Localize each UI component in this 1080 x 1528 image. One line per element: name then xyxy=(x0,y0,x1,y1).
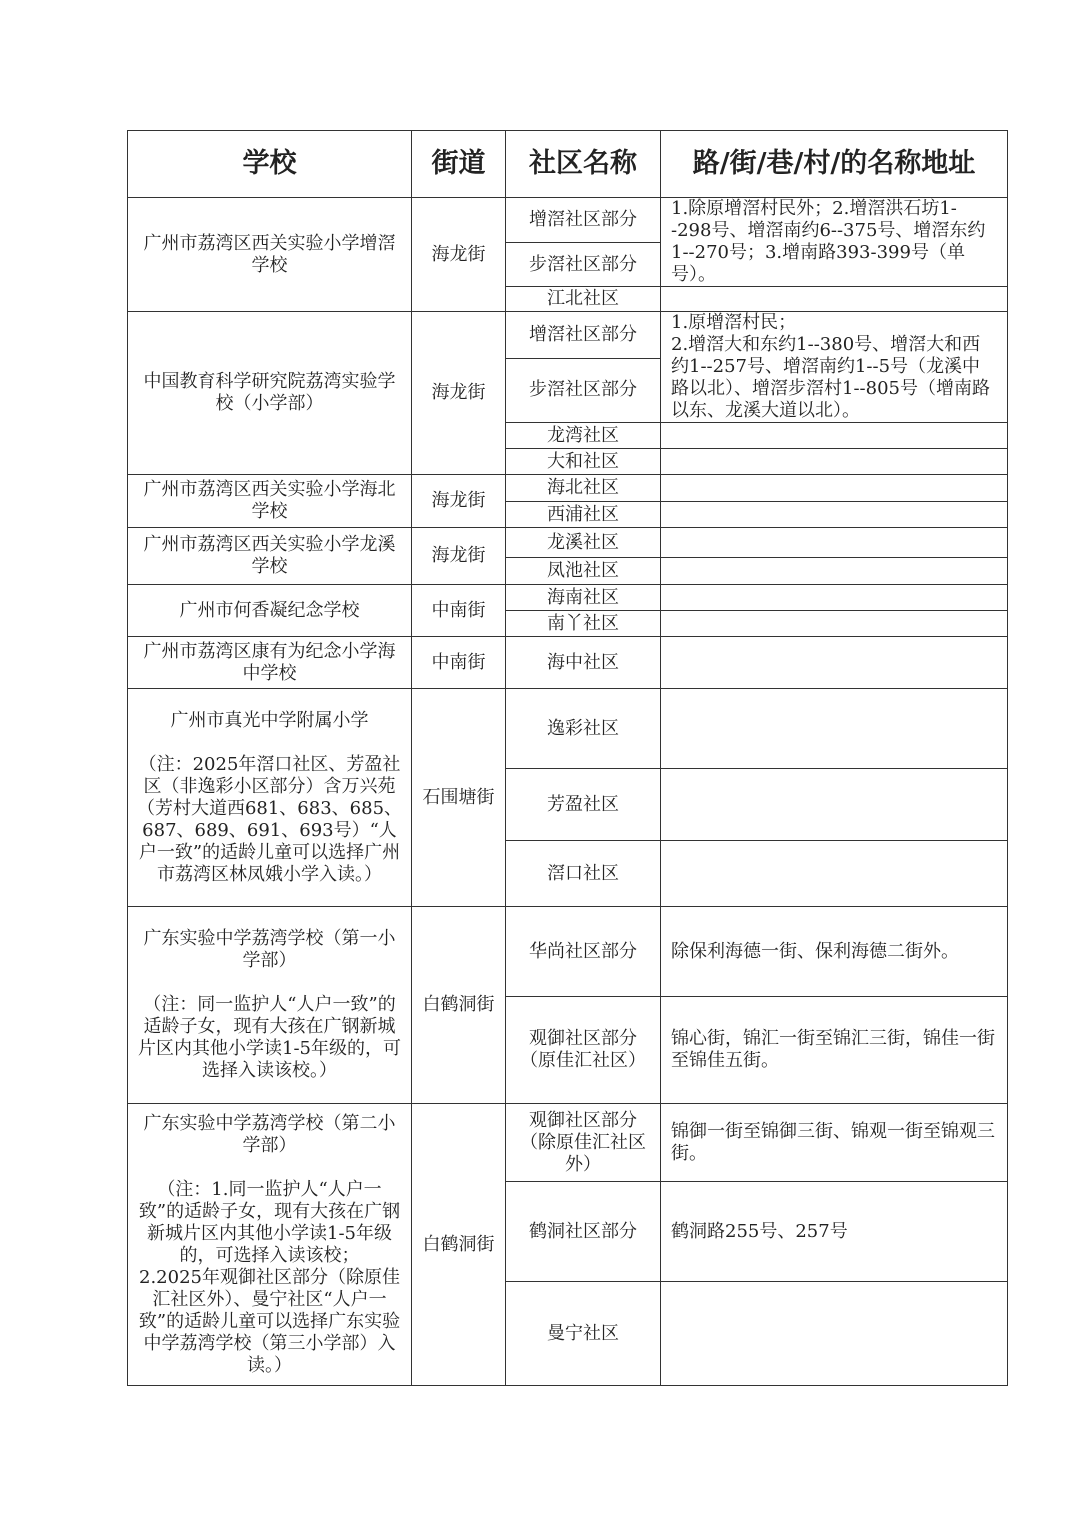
school-cell: 中国教育科学研究院荔湾实验学校（小学部） xyxy=(128,312,412,475)
school-note: （注：2025年滘口社区、芳盈社区（非逸彩小区部分）含万兴苑（芳村大道西681、683、685、687、689、691、693号）“人户一致”的适龄儿童可以选择广州市荔湾区林凤娥小学入读。） xyxy=(136,753,403,885)
address-cell xyxy=(661,528,1008,558)
address-cell: 1.除原增滘村民外；2.增滘洪石坊1--298号、增滘南约6--375号、增滘东约1--270号；3.增南路393-399号（单号）。 xyxy=(661,198,1008,287)
header-street: 街道 xyxy=(412,131,506,198)
address-cell xyxy=(661,558,1008,585)
community-cell: 海南社区 xyxy=(506,585,661,611)
community-cell: 逸彩社区 xyxy=(506,689,661,769)
table-row xyxy=(128,907,1008,997)
community-cell: 龙溪社区 xyxy=(506,528,661,558)
community-cell: 南丫社区 xyxy=(506,611,661,637)
address-cell xyxy=(661,611,1008,637)
community-cell: 增滘社区部分 xyxy=(506,198,661,243)
community-cell: 鹤洞社区部分 xyxy=(506,1182,661,1282)
community-cell: 凤池社区 xyxy=(506,558,661,585)
table-row xyxy=(128,637,1008,689)
header-row xyxy=(128,131,1008,198)
table-row xyxy=(128,1104,1008,1182)
school-cell: 广州市荔湾区康有为纪念小学海中学校 xyxy=(128,637,412,689)
address-cell xyxy=(661,585,1008,611)
address-cell xyxy=(661,689,1008,769)
table-row xyxy=(128,689,1008,769)
table-row xyxy=(128,475,1008,502)
community-cell: 江北社区 xyxy=(506,287,661,312)
school-cell: 广州市荔湾区西关实验小学海北学校 xyxy=(128,475,412,528)
street-cell: 白鹤洞街 xyxy=(412,1104,506,1386)
address-cell: 除保利海德一街、保利海德二街外。 xyxy=(661,907,1008,997)
school-name: 广东实验中学荔湾学校（第二小学部） xyxy=(143,1112,396,1156)
community-cell: 步滘社区部分 xyxy=(506,358,661,422)
community-cell: 曼宁社区 xyxy=(506,1282,661,1386)
address-cell: 锦御一街至锦御三街、锦观一街至锦观三街。 xyxy=(661,1104,1008,1182)
address-cell: 鹤洞路255号、257号 xyxy=(661,1182,1008,1282)
school-name: 广州市真光中学附属小学 xyxy=(170,709,369,731)
community-cell: 观御社区部分（除原佳汇社区外） xyxy=(506,1104,661,1182)
school-cell: 广州市何香凝纪念学校 xyxy=(128,585,412,637)
school-name: 广东实验中学荔湾学校（第一小学部） xyxy=(143,928,396,971)
community-cell: 华尚社区部分 xyxy=(506,907,661,997)
community-cell: 步滘社区部分 xyxy=(506,243,661,287)
school-cell xyxy=(128,907,412,1104)
address-cell xyxy=(661,502,1008,528)
address-cell: 锦心街，锦汇一街至锦汇三街，锦佳一街至锦佳五街。 xyxy=(661,997,1008,1104)
school-cell: 广州市荔湾区西关实验小学增滘学校 xyxy=(128,198,412,312)
school-cell xyxy=(128,689,412,907)
community-cell: 芳盈社区 xyxy=(506,769,661,841)
address-cell xyxy=(661,423,1008,449)
street-cell: 海龙街 xyxy=(412,475,506,528)
street-cell: 中南街 xyxy=(412,585,506,637)
address-cell xyxy=(661,449,1008,475)
table-row xyxy=(128,585,1008,611)
school-note: 2.2025年观御社区部分（除原佳汇社区外）、曼宁社区“人户一致”的适龄儿童可以选择广东实验中学荔湾学校（第三小学部）入读。） xyxy=(138,1266,401,1376)
community-cell: 龙湾社区 xyxy=(506,423,661,449)
address-cell: 1.原增滘村民； 2.增滘大和东约1--380号、增滘大和西约1--257号、增滘南约1--5号（龙溪中路以北）、增滘步滘村1--805号（增南路以东、龙溪大道以北）。 xyxy=(661,312,1008,423)
community-cell: 海中社区 xyxy=(506,637,661,689)
school-cell xyxy=(128,1104,412,1386)
address-cell xyxy=(661,841,1008,907)
street-cell: 石围塘街 xyxy=(412,689,506,907)
table-row xyxy=(128,528,1008,558)
address-cell xyxy=(661,287,1008,312)
address-cell xyxy=(661,475,1008,502)
school-note: （注：同一监护人“人户一致”的适龄子女，现有大孩在广钢新城片区内其他小学读1-5年级的，可选择入读该校。） xyxy=(138,994,401,1081)
community-cell: 增滘社区部分 xyxy=(506,312,661,359)
street-cell: 白鹤洞街 xyxy=(412,907,506,1104)
table-row xyxy=(128,312,1008,359)
school-cell: 广州市荔湾区西关实验小学龙溪学校 xyxy=(128,528,412,585)
street-cell: 中南街 xyxy=(412,637,506,689)
street-cell: 海龙街 xyxy=(412,312,506,475)
table-row xyxy=(128,198,1008,243)
community-cell: 西浦社区 xyxy=(506,502,661,528)
school-note: （注：1.同一监护人“人户一致”的适龄子女，现有大孩在广钢新城片区内其他小学读1-5年级的，可选择入读该校； xyxy=(138,1178,401,1266)
address-cell xyxy=(661,1282,1008,1386)
address-cell xyxy=(661,637,1008,689)
street-cell: 海龙街 xyxy=(412,528,506,585)
community-cell: 滘口社区 xyxy=(506,841,661,907)
address-cell xyxy=(661,769,1008,841)
community-cell: 观御社区部分（原佳汇社区） xyxy=(506,997,661,1104)
street-cell: 海龙街 xyxy=(412,198,506,312)
header-community: 社区名称 xyxy=(506,131,661,198)
header-address: 路/街/巷/村/的名称地址 xyxy=(661,131,1008,198)
community-cell: 海北社区 xyxy=(506,475,661,502)
community-cell: 大和社区 xyxy=(506,449,661,475)
header-school: 学校 xyxy=(128,131,412,198)
school-district-table xyxy=(127,130,1008,1386)
